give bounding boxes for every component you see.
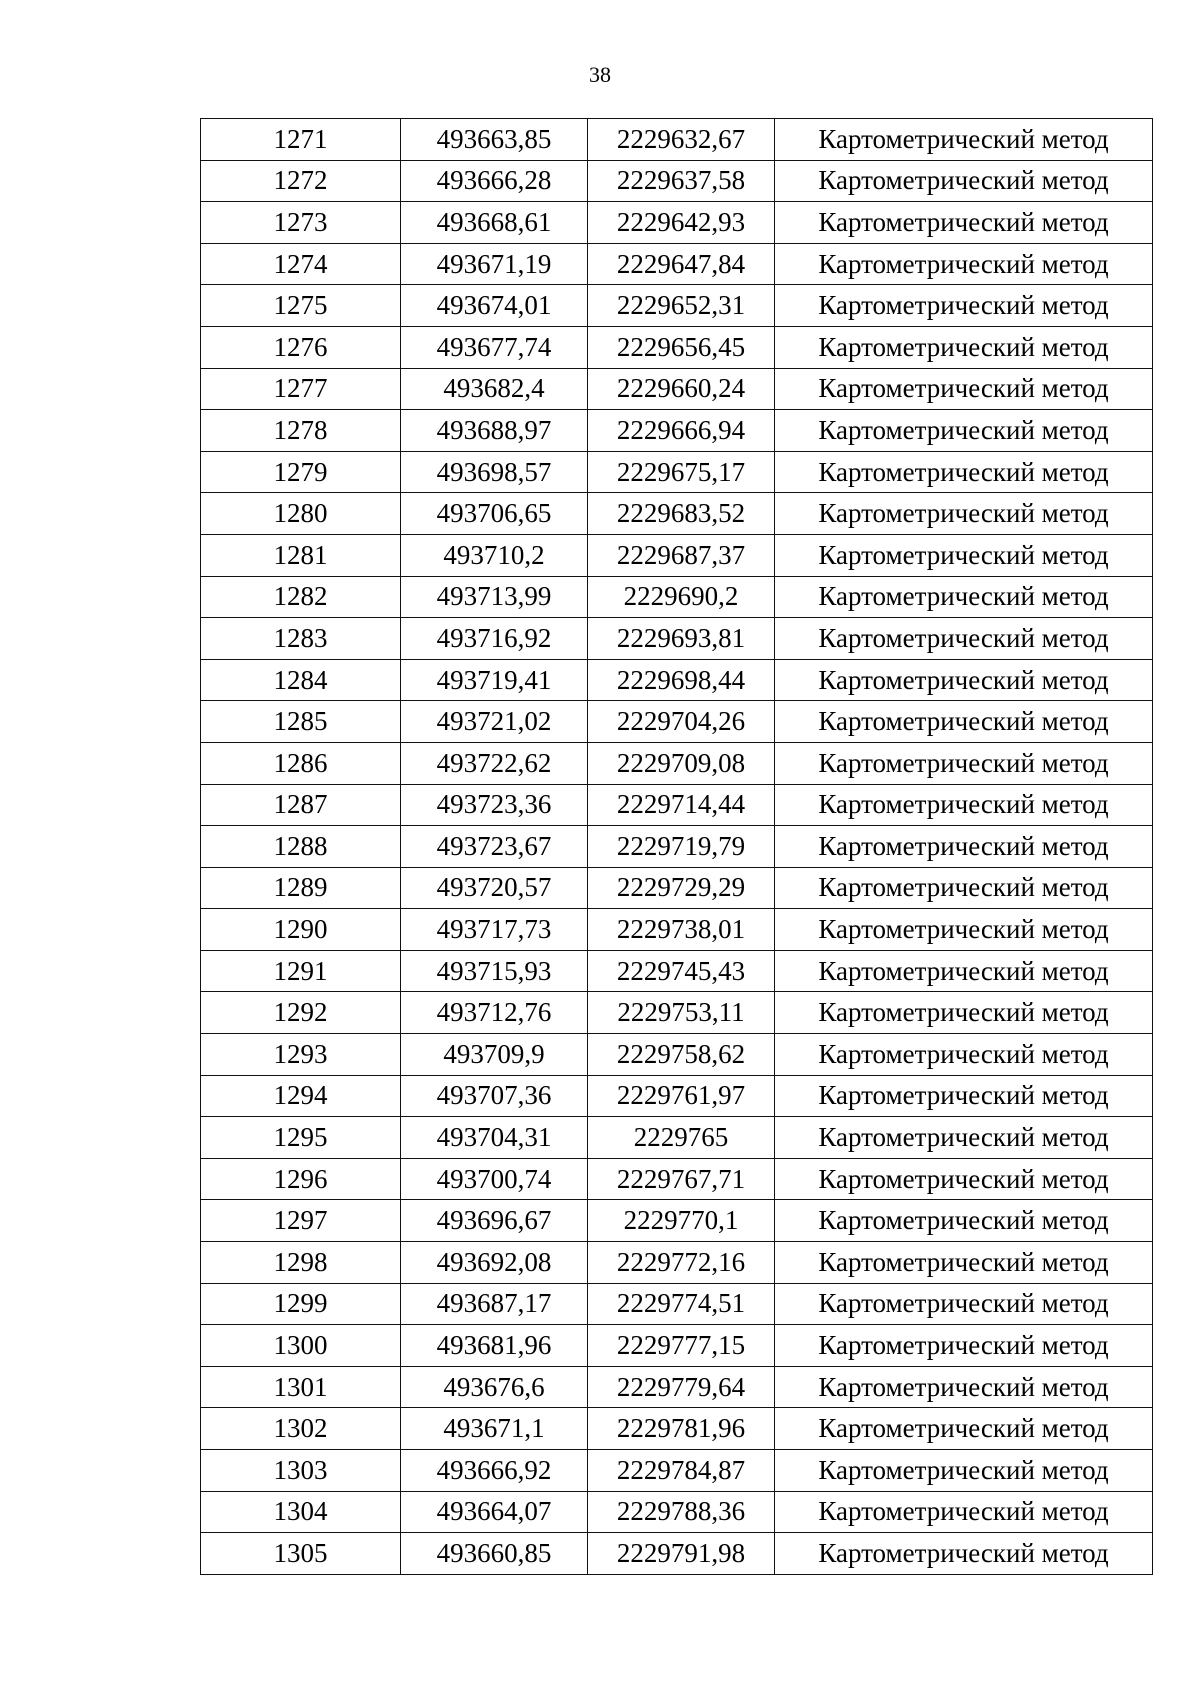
y-coordinate-cell: 2229683,52 [588, 493, 775, 535]
method-cell: Картометрический метод [775, 867, 1153, 909]
x-coordinate-cell: 493688,97 [401, 410, 588, 452]
method-cell: Картометрический метод [775, 742, 1153, 784]
point-number-cell: 1274 [201, 243, 401, 285]
method-cell: Картометрический метод [775, 576, 1153, 618]
point-number-cell: 1277 [201, 368, 401, 410]
y-coordinate-cell: 2229714,44 [588, 784, 775, 826]
method-cell: Картометрический метод [775, 451, 1153, 493]
method-cell: Картометрический метод [775, 410, 1153, 452]
table-row [201, 493, 1153, 535]
table-row [201, 1450, 1153, 1492]
coordinates-table [200, 118, 1153, 1575]
table-row [201, 659, 1153, 701]
y-coordinate-cell: 2229709,08 [588, 742, 775, 784]
x-coordinate-cell: 493663,85 [401, 119, 588, 161]
table-row [201, 1158, 1153, 1200]
table-row [201, 1325, 1153, 1367]
method-cell: Картометрический метод [775, 618, 1153, 660]
x-coordinate-cell: 493710,2 [401, 534, 588, 576]
x-coordinate-cell: 493723,36 [401, 784, 588, 826]
method-cell: Картометрический метод [775, 784, 1153, 826]
method-cell: Картометрический метод [775, 992, 1153, 1034]
y-coordinate-cell: 2229690,2 [588, 576, 775, 618]
x-coordinate-cell: 493677,74 [401, 326, 588, 368]
point-number-cell: 1276 [201, 326, 401, 368]
method-cell: Картометрический метод [775, 1117, 1153, 1159]
page-number: 38 [589, 62, 611, 87]
point-number-cell: 1282 [201, 576, 401, 618]
method-cell: Картометрический метод [775, 160, 1153, 202]
y-coordinate-cell: 2229774,51 [588, 1283, 775, 1325]
method-cell: Картометрический метод [775, 119, 1153, 161]
x-coordinate-cell: 493692,08 [401, 1242, 588, 1284]
method-cell: Картометрический метод [775, 202, 1153, 244]
y-coordinate-cell: 2229761,97 [588, 1075, 775, 1117]
table-row [201, 534, 1153, 576]
point-number-cell: 1296 [201, 1158, 401, 1200]
method-cell: Картометрический метод [775, 368, 1153, 410]
table-row [201, 1075, 1153, 1117]
y-coordinate-cell: 2229675,17 [588, 451, 775, 493]
method-cell: Картометрический метод [775, 1325, 1153, 1367]
table-row [201, 992, 1153, 1034]
x-coordinate-cell: 493696,67 [401, 1200, 588, 1242]
table-row [201, 202, 1153, 244]
y-coordinate-cell: 2229666,94 [588, 410, 775, 452]
x-coordinate-cell: 493660,85 [401, 1533, 588, 1575]
point-number-cell: 1303 [201, 1450, 401, 1492]
table-row [201, 701, 1153, 743]
table-row [201, 1283, 1153, 1325]
method-cell: Картометрический метод [775, 1491, 1153, 1533]
point-number-cell: 1300 [201, 1325, 401, 1367]
point-number-cell: 1285 [201, 701, 401, 743]
y-coordinate-cell: 2229781,96 [588, 1408, 775, 1450]
point-number-cell: 1299 [201, 1283, 401, 1325]
point-number-cell: 1283 [201, 618, 401, 660]
x-coordinate-cell: 493700,74 [401, 1158, 588, 1200]
x-coordinate-cell: 493713,99 [401, 576, 588, 618]
point-number-cell: 1297 [201, 1200, 401, 1242]
table-row [201, 1366, 1153, 1408]
method-cell: Картометрический метод [775, 909, 1153, 951]
table-row [201, 826, 1153, 868]
x-coordinate-cell: 493668,61 [401, 202, 588, 244]
table-row [201, 326, 1153, 368]
x-coordinate-cell: 493664,07 [401, 1491, 588, 1533]
point-number-cell: 1293 [201, 1034, 401, 1076]
method-cell: Картометрический метод [775, 493, 1153, 535]
point-number-cell: 1278 [201, 410, 401, 452]
method-cell: Картометрический метод [775, 826, 1153, 868]
point-number-cell: 1284 [201, 659, 401, 701]
y-coordinate-cell: 2229777,15 [588, 1325, 775, 1367]
method-cell: Картометрический метод [775, 659, 1153, 701]
table-row [201, 119, 1153, 161]
table-row [201, 742, 1153, 784]
x-coordinate-cell: 493687,17 [401, 1283, 588, 1325]
table-row [201, 909, 1153, 951]
point-number-cell: 1294 [201, 1075, 401, 1117]
x-coordinate-cell: 493676,6 [401, 1366, 588, 1408]
x-coordinate-cell: 493720,57 [401, 867, 588, 909]
point-number-cell: 1304 [201, 1491, 401, 1533]
table-row [201, 243, 1153, 285]
x-coordinate-cell: 493666,92 [401, 1450, 588, 1492]
y-coordinate-cell: 2229729,29 [588, 867, 775, 909]
method-cell: Картометрический метод [775, 1075, 1153, 1117]
x-coordinate-cell: 493707,36 [401, 1075, 588, 1117]
y-coordinate-cell: 2229738,01 [588, 909, 775, 951]
point-number-cell: 1272 [201, 160, 401, 202]
point-number-cell: 1298 [201, 1242, 401, 1284]
point-number-cell: 1291 [201, 950, 401, 992]
method-cell: Картометрический метод [775, 1242, 1153, 1284]
table-row [201, 368, 1153, 410]
x-coordinate-cell: 493698,57 [401, 451, 588, 493]
method-cell: Картометрический метод [775, 1200, 1153, 1242]
point-number-cell: 1275 [201, 285, 401, 327]
method-cell: Картометрический метод [775, 1366, 1153, 1408]
point-number-cell: 1295 [201, 1117, 401, 1159]
table-row [201, 1034, 1153, 1076]
table-row [201, 1533, 1153, 1575]
y-coordinate-cell: 2229698,44 [588, 659, 775, 701]
x-coordinate-cell: 493712,76 [401, 992, 588, 1034]
point-number-cell: 1288 [201, 826, 401, 868]
x-coordinate-cell: 493721,02 [401, 701, 588, 743]
x-coordinate-cell: 493715,93 [401, 950, 588, 992]
y-coordinate-cell: 2229637,58 [588, 160, 775, 202]
method-cell: Картометрический метод [775, 1408, 1153, 1450]
y-coordinate-cell: 2229758,62 [588, 1034, 775, 1076]
method-cell: Картометрический метод [775, 701, 1153, 743]
y-coordinate-cell: 2229647,84 [588, 243, 775, 285]
y-coordinate-cell: 2229765 [588, 1117, 775, 1159]
y-coordinate-cell: 2229660,24 [588, 368, 775, 410]
method-cell: Картометрический метод [775, 285, 1153, 327]
y-coordinate-cell: 2229779,64 [588, 1366, 775, 1408]
table-row [201, 410, 1153, 452]
x-coordinate-cell: 493723,67 [401, 826, 588, 868]
coordinates-table-body [201, 119, 1153, 1575]
y-coordinate-cell: 2229719,79 [588, 826, 775, 868]
y-coordinate-cell: 2229656,45 [588, 326, 775, 368]
x-coordinate-cell: 493704,31 [401, 1117, 588, 1159]
method-cell: Картометрический метод [775, 243, 1153, 285]
table-row [201, 950, 1153, 992]
y-coordinate-cell: 2229704,26 [588, 701, 775, 743]
table-row [201, 1200, 1153, 1242]
y-coordinate-cell: 2229791,98 [588, 1533, 775, 1575]
point-number-cell: 1287 [201, 784, 401, 826]
method-cell: Картометрический метод [775, 950, 1153, 992]
point-number-cell: 1292 [201, 992, 401, 1034]
y-coordinate-cell: 2229772,16 [588, 1242, 775, 1284]
x-coordinate-cell: 493706,65 [401, 493, 588, 535]
table-row [201, 867, 1153, 909]
point-number-cell: 1289 [201, 867, 401, 909]
table-row [201, 451, 1153, 493]
method-cell: Картометрический метод [775, 326, 1153, 368]
x-coordinate-cell: 493717,73 [401, 909, 588, 951]
point-number-cell: 1279 [201, 451, 401, 493]
table-row [201, 1117, 1153, 1159]
table-row [201, 784, 1153, 826]
table-row [201, 160, 1153, 202]
y-coordinate-cell: 2229642,93 [588, 202, 775, 244]
method-cell: Картометрический метод [775, 1034, 1153, 1076]
y-coordinate-cell: 2229652,31 [588, 285, 775, 327]
y-coordinate-cell: 2229784,87 [588, 1450, 775, 1492]
method-cell: Картометрический метод [775, 1450, 1153, 1492]
table-row [201, 1242, 1153, 1284]
point-number-cell: 1280 [201, 493, 401, 535]
point-number-cell: 1290 [201, 909, 401, 951]
x-coordinate-cell: 493682,4 [401, 368, 588, 410]
table-row [201, 1408, 1153, 1450]
y-coordinate-cell: 2229788,36 [588, 1491, 775, 1533]
y-coordinate-cell: 2229753,11 [588, 992, 775, 1034]
x-coordinate-cell: 493719,41 [401, 659, 588, 701]
x-coordinate-cell: 493674,01 [401, 285, 588, 327]
x-coordinate-cell: 493666,28 [401, 160, 588, 202]
point-number-cell: 1305 [201, 1533, 401, 1575]
y-coordinate-cell: 2229745,43 [588, 950, 775, 992]
point-number-cell: 1281 [201, 534, 401, 576]
y-coordinate-cell: 2229687,37 [588, 534, 775, 576]
x-coordinate-cell: 493722,62 [401, 742, 588, 784]
table-row [201, 1491, 1153, 1533]
table-row [201, 618, 1153, 660]
table-row [201, 285, 1153, 327]
method-cell: Картометрический метод [775, 1283, 1153, 1325]
point-number-cell: 1273 [201, 202, 401, 244]
y-coordinate-cell: 2229767,71 [588, 1158, 775, 1200]
point-number-cell: 1301 [201, 1366, 401, 1408]
y-coordinate-cell: 2229632,67 [588, 119, 775, 161]
point-number-cell: 1302 [201, 1408, 401, 1450]
y-coordinate-cell: 2229770,1 [588, 1200, 775, 1242]
table-row [201, 576, 1153, 618]
point-number-cell: 1286 [201, 742, 401, 784]
y-coordinate-cell: 2229693,81 [588, 618, 775, 660]
x-coordinate-cell: 493671,1 [401, 1408, 588, 1450]
method-cell: Картометрический метод [775, 534, 1153, 576]
x-coordinate-cell: 493709,9 [401, 1034, 588, 1076]
point-number-cell: 1271 [201, 119, 401, 161]
x-coordinate-cell: 493681,96 [401, 1325, 588, 1367]
method-cell: Картометрический метод [775, 1533, 1153, 1575]
x-coordinate-cell: 493671,19 [401, 243, 588, 285]
method-cell: Картометрический метод [775, 1158, 1153, 1200]
x-coordinate-cell: 493716,92 [401, 618, 588, 660]
